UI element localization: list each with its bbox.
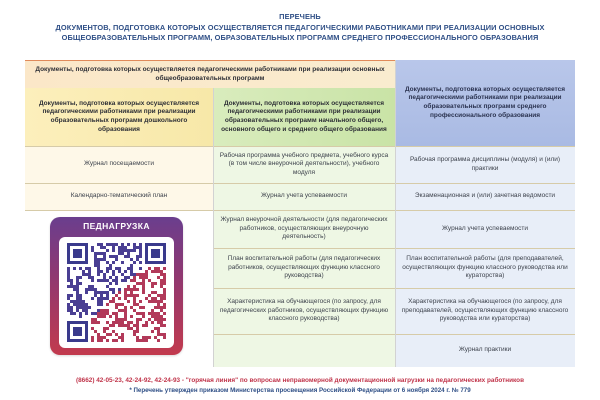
qr-label: ПЕДНАГРУЗКА	[83, 221, 150, 231]
title-line-2: ДОКУМЕНТОВ, ПОДГОТОВКА КОТОРЫХ ОСУЩЕСТВЛЯЕТСЯ ПЕДАГОГИЧЕСКИМИ РАБОТНИКАМИ ПРИ РЕАЛИЗАЦИИ ОСНОВНЫХ	[55, 22, 545, 32]
qr-code-icon[interactable]	[67, 243, 166, 342]
row-divider	[213, 248, 575, 249]
col3-item-2: Журнал учета успеваемости	[442, 224, 528, 232]
approval-note: * Перечень утвержден приказом Министерства просвещения Российской Федерации от 6 ноября 2024 г. № 779	[129, 387, 471, 394]
column-divider	[213, 88, 214, 367]
col1-item-1: Календарно-тематический план	[70, 192, 168, 200]
col2-item-1: Журнал учета успеваемости	[261, 192, 347, 200]
col3-header: Документы, подготовка которых осуществляется педагогическими работниками при реализации образовательных программ среднего профессионального образования	[395, 60, 575, 146]
row-divider	[25, 210, 575, 211]
col2-item-0: Рабочая программа учебного предмета, учебного курса (в том числе внеурочной деятельности), учебного модуля	[219, 151, 389, 176]
title-line-3: ОБЩЕОБРАЗОВАТЕЛЬНЫХ ПРОГРАММ, ОБРАЗОВАТЕЛЬНЫХ ПРОГРАММ СРЕДНЕГО ПРОФЕССИОНАЛЬНОГО ОБРАЗОВАНИЯ	[61, 33, 539, 42]
row-divider	[213, 288, 575, 289]
hotline-text: (8662) 42-05-23, 42-24-92, 42-24-93 - "горячая линия" по вопросам неправомерной документационной нагрузки на педагогических работников	[76, 377, 524, 384]
col2-header: Документы, подготовка которых осуществляется педагогическими работниками при реализации образовательных программ начального общего, основного общего и среднего общего образования	[213, 88, 395, 146]
column-divider	[395, 60, 396, 367]
col2-item-2: Журнал внеурочной деятельности (для педагогических работников, осуществляющих внеурочную деятельность)	[220, 216, 388, 241]
qr-frame	[59, 237, 174, 348]
col3-item-4: Характеристика на обучающегося (по запросу, для преподавателей, осуществляющих функцию классного руководства или кураторства)	[401, 298, 569, 323]
row-divider	[213, 334, 575, 335]
col2-item-4: Характеристика на обучающегося (по запросу, для педагогических работников, осуществляющих функцию классного руководства)	[219, 298, 389, 323]
row-divider	[25, 146, 575, 147]
col3-item-5: Журнал практики	[458, 346, 512, 354]
col1-header: Документы, подготовка которых осуществляется педагогическими работниками при реализации образовательных программ дошкольного образования	[25, 88, 213, 146]
col3-item-3: План воспитательной работы (для преподавателей, осуществляющих функцию классного руководства или кураторства)	[402, 255, 568, 280]
col3-item-1: Экзаменационная и (или) зачетная ведомости	[414, 192, 556, 200]
col1-item-0: Журнал посещаемости	[83, 160, 155, 168]
col2-item-3: План воспитательной работы (для педагогических работников, осуществляющих функцию классного руководства)	[227, 255, 381, 280]
title-line-1: ПЕРЕЧЕНЬ	[279, 12, 321, 21]
document-title	[40, 12, 560, 44]
row-divider	[25, 183, 575, 184]
qr-card[interactable]	[50, 217, 183, 355]
col3-item-0: Рабочая программа дисциплины (модуля) и (или) практики	[409, 155, 561, 172]
group-header: Документы, подготовка которых осуществляется педагогическими работниками при реализации основных общеобразовательных программ	[25, 60, 395, 88]
